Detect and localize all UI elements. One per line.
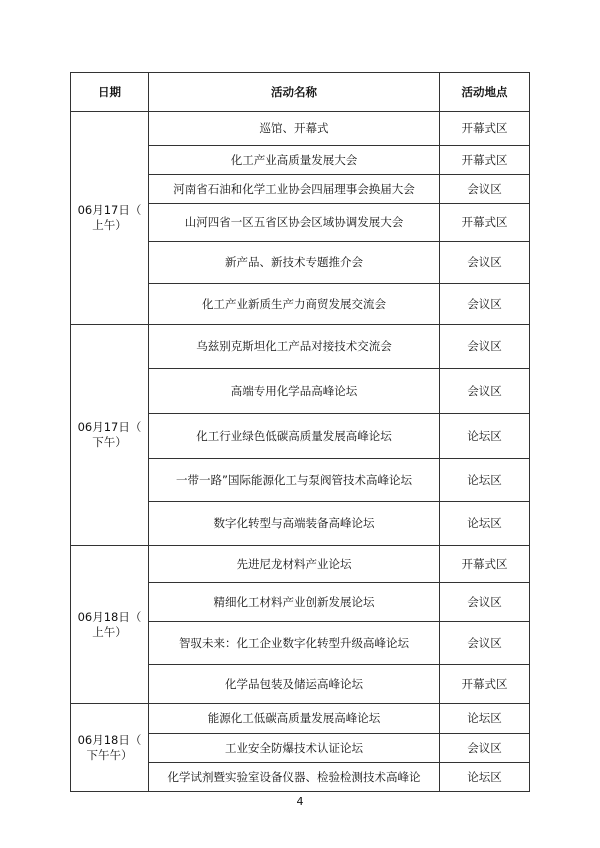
table-row bbox=[71, 704, 530, 734]
activity-place: 论坛区 bbox=[440, 763, 530, 792]
activity-name: 能源化工低碳高质量发展高峰论坛 bbox=[149, 704, 440, 734]
activity-name: 化工行业绿色低碳高质量发展高峰论坛 bbox=[149, 414, 440, 459]
date-line-1: 06月18日（ bbox=[77, 732, 142, 747]
activity-place: 会议区 bbox=[440, 175, 530, 204]
schedule-table bbox=[70, 72, 530, 792]
date-line-2: 下午） bbox=[92, 435, 127, 449]
activity-place: 论坛区 bbox=[440, 704, 530, 734]
activity-place: 会议区 bbox=[440, 369, 530, 414]
header-activity-name: 活动名称 bbox=[149, 73, 440, 112]
header-row bbox=[71, 73, 530, 112]
header-activity-place: 活动地点 bbox=[440, 73, 530, 112]
activity-name: 一带一路”国际能源化工与泵阀管技术高峰论坛 bbox=[149, 459, 440, 502]
activity-place: 会议区 bbox=[440, 242, 530, 284]
activity-place: 会议区 bbox=[440, 325, 530, 369]
date-line-2: 下午午） bbox=[86, 747, 133, 762]
activity-name: 工业安全防爆技术认证论坛 bbox=[149, 734, 440, 763]
date-line-2: 上午） bbox=[92, 218, 127, 232]
date-cell bbox=[71, 546, 149, 704]
activity-place: 会议区 bbox=[440, 284, 530, 325]
date-cell bbox=[71, 112, 149, 325]
activity-name: 新产品、新技术专题推介会 bbox=[149, 242, 440, 284]
activity-name: 数字化转型与高端装备高峰论坛 bbox=[149, 502, 440, 546]
activity-name: 高端专用化学品高峰论坛 bbox=[149, 369, 440, 414]
activity-name: 精细化工材料产业创新发展论坛 bbox=[149, 583, 440, 622]
activity-place: 开幕式区 bbox=[440, 204, 530, 242]
activity-place: 论坛区 bbox=[440, 502, 530, 546]
activity-place: 开幕式区 bbox=[440, 146, 530, 175]
activity-place: 论坛区 bbox=[440, 414, 530, 459]
table-row bbox=[71, 325, 530, 369]
activity-place: 会议区 bbox=[440, 622, 530, 665]
date-line-1: 06月17日（ bbox=[77, 420, 142, 435]
activity-name: 河南省石油和化学工业协会四届理事会换届大会 bbox=[149, 175, 440, 204]
activity-name: 化学品包装及储运高峰论坛 bbox=[149, 665, 440, 704]
activity-name: 化工产业高质量发展大会 bbox=[149, 146, 440, 175]
date-cell bbox=[71, 325, 149, 546]
date-cell bbox=[71, 704, 149, 792]
activity-name: 巡馆、开幕式 bbox=[149, 112, 440, 146]
activity-place: 开幕式区 bbox=[440, 112, 530, 146]
activity-name: 化学试剂暨实验室设备仪器、检验检测技术高峰论 bbox=[149, 763, 440, 792]
activity-place: 论坛区 bbox=[440, 459, 530, 502]
date-line-1: 06月17日（ bbox=[77, 203, 142, 218]
activity-place: 会议区 bbox=[440, 583, 530, 622]
activity-place: 会议区 bbox=[440, 734, 530, 763]
activity-name: 智驭未来：化工企业数字化转型升级高峰论坛 bbox=[149, 622, 440, 665]
activity-name: 化工产业新质生产力商贸发展交流会 bbox=[149, 284, 440, 325]
activity-place: 开幕式区 bbox=[440, 546, 530, 583]
activity-name: 乌兹别克斯坦化工产品对接技术交流会 bbox=[149, 325, 440, 369]
table-row bbox=[71, 112, 530, 146]
activity-place: 开幕式区 bbox=[440, 665, 530, 704]
date-line-2: 上午） bbox=[92, 624, 127, 639]
date-line-1: 06月18日（ bbox=[77, 609, 142, 624]
page-number: 4 bbox=[296, 795, 304, 808]
activity-name: 先进尼龙材料产业论坛 bbox=[149, 546, 440, 583]
activity-name: 山河四省一区五省区协会区域协调发展大会 bbox=[149, 204, 440, 242]
table-row bbox=[71, 546, 530, 583]
header-date: 日期 bbox=[71, 73, 149, 112]
